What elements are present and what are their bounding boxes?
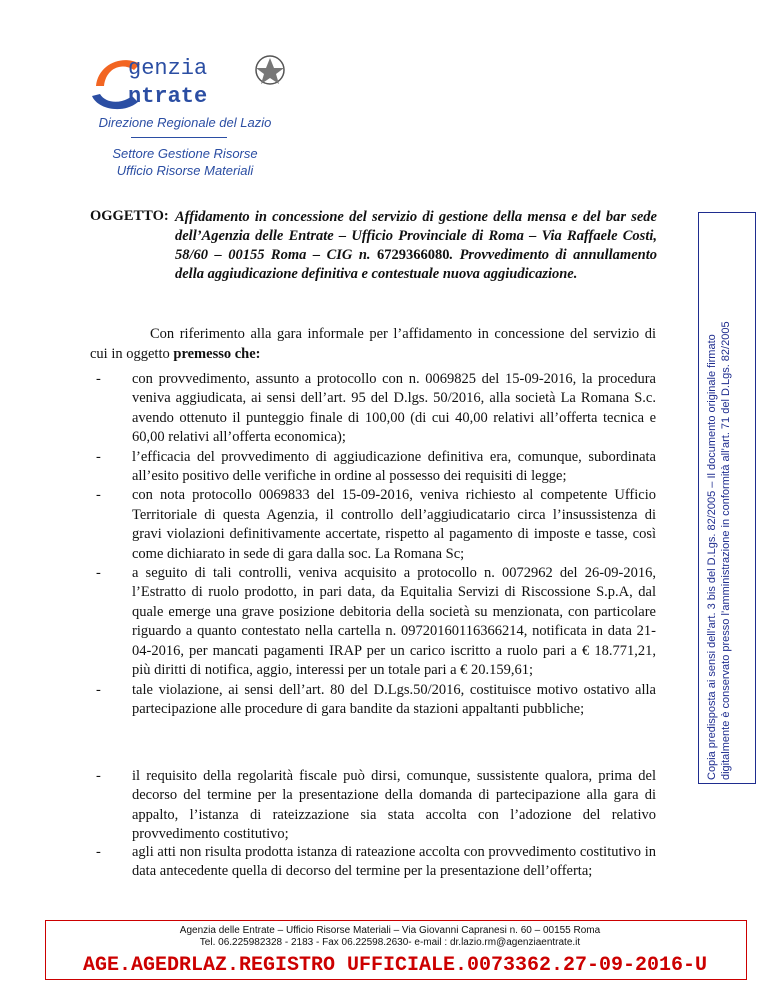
side-stamp-line2: digitalmente è conservato presso l’amministrazione in conformità all’art. 71 del D.Lgs. 82/2005 <box>720 321 732 780</box>
footer-address-line1: Agenzia delle Entrate – Ufficio Risorse Materiali – Via Giovanni Capranesi n. 60 – 00155 Roma <box>179 925 601 936</box>
svg-text:genzia: genzia <box>128 56 208 81</box>
list-item: - il requisito della regolarità fiscale può dirsi, comunque, sussistente qualora, prima del decorso del termine per la presentazione della domanda di partecipazione alla gara di appalto, l’istanza di rateizzazione sia stata accolta con l’adozione del relativo provvedimento costitutivo; <box>90 767 656 845</box>
oggetto-text: Affidamento in concessione del servizio di gestione della mensa e del bar sede dell’Agenzia delle Entrate – Ufficio Provinciale di Roma – Via Raffaele Costi, 58/60 – 00155 Roma – CIG n. 6729366080. Provvedimento di annullamento della aggiudicazione definitiva e contestuale nuova aggiudicazione. <box>175 209 657 282</box>
header-divider <box>131 137 227 138</box>
premesse-list-a <box>90 370 656 719</box>
ufficio-label: Ufficio Risorse Materiali <box>116 163 254 178</box>
premesse-list-b <box>90 767 656 845</box>
list-item: - a seguito di tali controlli, veniva acquisito a protocollo n. 0072962 del 26-09-2016, l’Estratto di ruolo prodotto, in pari data, da Equitalia Servizi di Riscossione S.p.A, dal quale emerge una grave posizione debitoria della società su menzionata, con particolare riguardo a quanto contestato nella cartella n. 09720160116366214, notificata in data 21-04-2016, per mancati pagamenti IRAP per un carico iscritto a ruolo pari a € 18.771,21, più diritti di notifica, aggio, interessi per un totale pari a € 20.159,61; <box>90 564 656 680</box>
intro-paragraph: Con riferimento alla gara informale per l’affidamento in concessione del servizio di cui in oggetto premesso che: <box>90 326 656 362</box>
agenzia-entrate-logo <box>88 46 288 116</box>
list-item: - tale violazione, ai sensi dell’art. 80 del D.Lgs.50/2016, costituisce motivo ostativo alla partecipazione alle procedure di gara bandite da stazioni appaltanti pubbliche; <box>90 681 656 720</box>
premesse-list-c <box>90 843 656 882</box>
side-stamp-line1: Copia predisposta ai sensi dell’art. 3 bis del D.Lgs. 82/2005 – Il documento originale firmato <box>706 334 718 780</box>
svg-text:ntrate: ntrate <box>128 84 208 109</box>
settore-label: Settore Gestione Risorse <box>112 146 258 161</box>
list-item: - l’efficacia del provvedimento di aggiudicazione definitiva era, comunque, subordinata all’esito positivo delle verifiche in ordine al possesso dei requisiti di legge; <box>90 448 656 487</box>
list-item: - con provvedimento, assunto a protocollo con n. 0069825 del 15-09-2016, la procedura veniva aggiudicata, ai sensi dell’art. 95 del D.lgs. 50/2016, alla società La Romana S.c. avendo ottenuto il punteggio finale di 100,00 (di cui 40,00 relativi all’offerta tecnica e 60,00 relativi all’offerta economica); <box>90 370 656 448</box>
footer-address-line2: Tel. 06.225982328 - 2183 - Fax 06.22598.2630- e-mail : dr.lazio.rm@agenziaentrate.it <box>199 937 581 948</box>
list-item: - agli atti non risulta prodotta istanza di rateazione accolta con provvedimento costitutivo in data antecedente quella di decorso del termine per la presentazione dell’offerta; <box>90 843 656 882</box>
settore-ufficio <box>60 145 310 179</box>
list-item: - con nota protocollo 0069833 del 15-09-2016, veniva richiesto al competente Ufficio Territoriale di questa Agenzia, il controllo dell’aggiudicatario circa l’insussistenza di gravi violazioni definitivamente accertate, rispetto al pagamento di imposte e tasse, così come dichiarato in sede di gara dalla soc. La Romana Sc; <box>90 486 656 564</box>
protocol-number: AGE.AGEDRLAZ.REGISTRO UFFICIALE.0073362.27-09-2016-U <box>82 954 708 977</box>
direzione-regionale: Direzione Regionale del Lazio <box>98 115 272 130</box>
oggetto-label: OGGETTO: <box>90 208 169 224</box>
side-stamp <box>705 260 733 780</box>
footer-address <box>90 925 690 949</box>
